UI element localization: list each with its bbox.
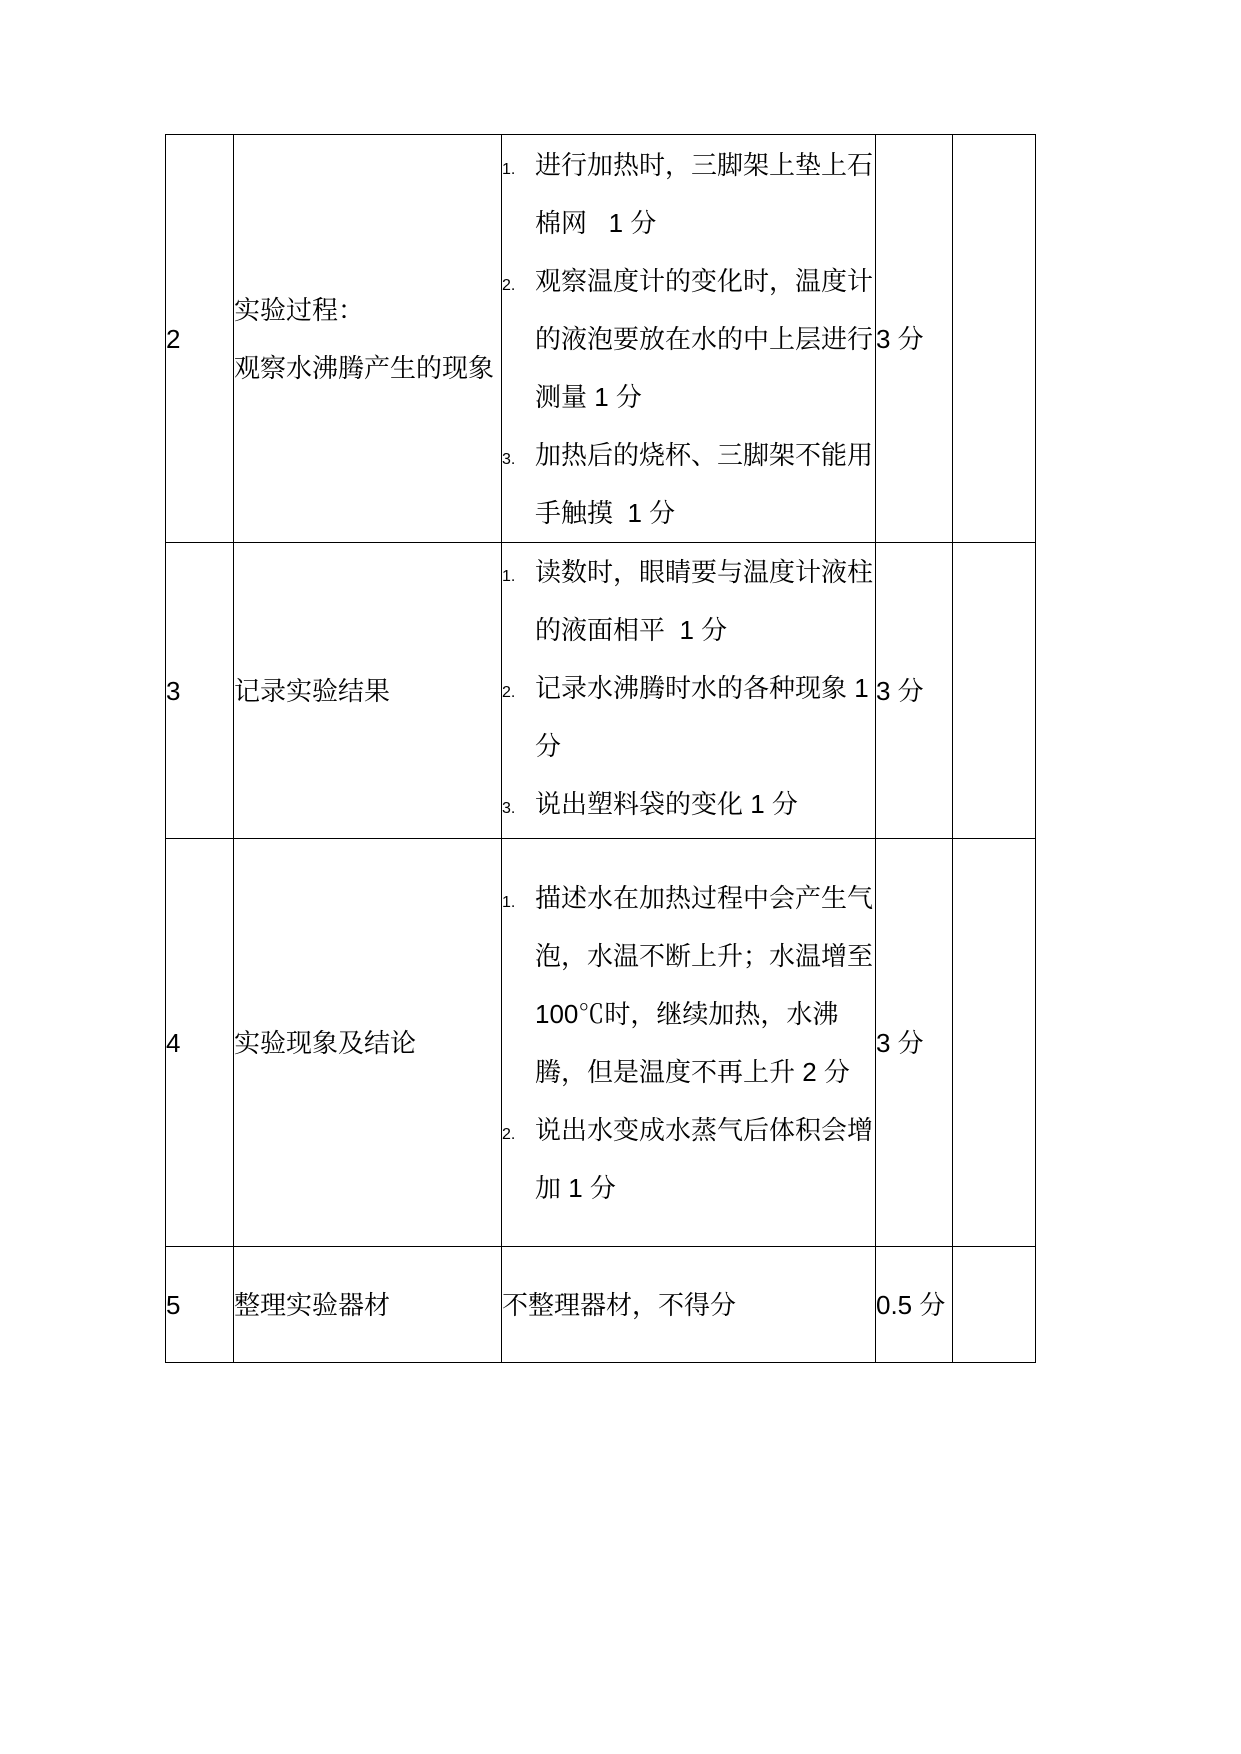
criteria-list bbox=[502, 135, 876, 543]
row-item: 实验过程： 观察水沸腾产生的现象 bbox=[234, 135, 502, 543]
criteria-item bbox=[502, 659, 875, 775]
criteria-item bbox=[502, 543, 875, 659]
criteria-text: 说出水变成水蒸气后体积会增加 1 分 bbox=[535, 1114, 874, 1203]
criteria-marker: 2. bbox=[502, 684, 516, 701]
remark-cell bbox=[953, 135, 1036, 543]
table-row bbox=[166, 1247, 1036, 1363]
remark-cell bbox=[953, 1247, 1036, 1363]
criteria-marker: 3. bbox=[502, 450, 516, 468]
row-item: 整理实验器材 bbox=[234, 1247, 502, 1363]
criteria-marker: 2. bbox=[502, 276, 516, 294]
criteria-item bbox=[502, 775, 875, 838]
criteria-list bbox=[502, 543, 876, 839]
table-row bbox=[166, 135, 1036, 543]
row-number: 4 bbox=[166, 839, 234, 1247]
criteria-text: 描述水在加热过程中会产生气泡，水温不断上升；水温增至 100℃时，继续加热，水沸腾，但是温度不再上升 2 分 bbox=[535, 882, 881, 1087]
row-number: 3 bbox=[166, 543, 234, 839]
remark-cell bbox=[953, 839, 1036, 1247]
criteria-marker: 3. bbox=[502, 800, 516, 817]
score: 3 分 bbox=[876, 543, 953, 839]
row-item: 实验现象及结论 bbox=[234, 839, 502, 1247]
criteria-text: 加热后的烧杯、三脚架不能用手触摸 1 分 bbox=[535, 439, 874, 528]
table-row bbox=[166, 839, 1036, 1247]
score: 3 分 bbox=[876, 839, 953, 1247]
criteria-text: 读数时，眼睛要与温度计液柱的液面相平 1 分 bbox=[535, 557, 874, 645]
criteria-item bbox=[502, 252, 875, 426]
criteria-text: 说出塑料袋的变化 1 分 bbox=[535, 789, 798, 819]
table-row bbox=[166, 543, 1036, 839]
criteria-item bbox=[502, 1101, 875, 1217]
criteria-text: 不整理器材，不得分 bbox=[502, 1289, 737, 1320]
criteria-item bbox=[502, 869, 881, 1101]
score: 3 分 bbox=[876, 135, 953, 543]
row-number: 2 bbox=[166, 135, 234, 543]
remark-cell bbox=[953, 543, 1036, 839]
rubric-table bbox=[165, 134, 1036, 1363]
criteria-text: 进行加热时，三脚架上垫上石棉网 1 分 bbox=[535, 149, 874, 238]
score: 0.5 分 bbox=[876, 1247, 953, 1363]
criteria-item bbox=[502, 426, 875, 542]
criteria-marker: 1. bbox=[502, 893, 516, 911]
criteria-list bbox=[502, 839, 881, 1247]
row-item: 记录实验结果 bbox=[234, 543, 502, 839]
criteria-text: 观察温度计的变化时，温度计的液泡要放在水的中上层进行测量 1 分 bbox=[535, 265, 874, 412]
row-number: 5 bbox=[166, 1247, 234, 1363]
criteria-marker: 2. bbox=[502, 1125, 516, 1143]
criteria-text: 记录水沸腾时水的各种现象 1 分 bbox=[535, 673, 876, 761]
criteria-item bbox=[502, 136, 875, 252]
criteria-marker: 1. bbox=[502, 568, 516, 585]
criteria-list bbox=[502, 1247, 876, 1363]
criteria-marker: 1. bbox=[502, 160, 516, 178]
